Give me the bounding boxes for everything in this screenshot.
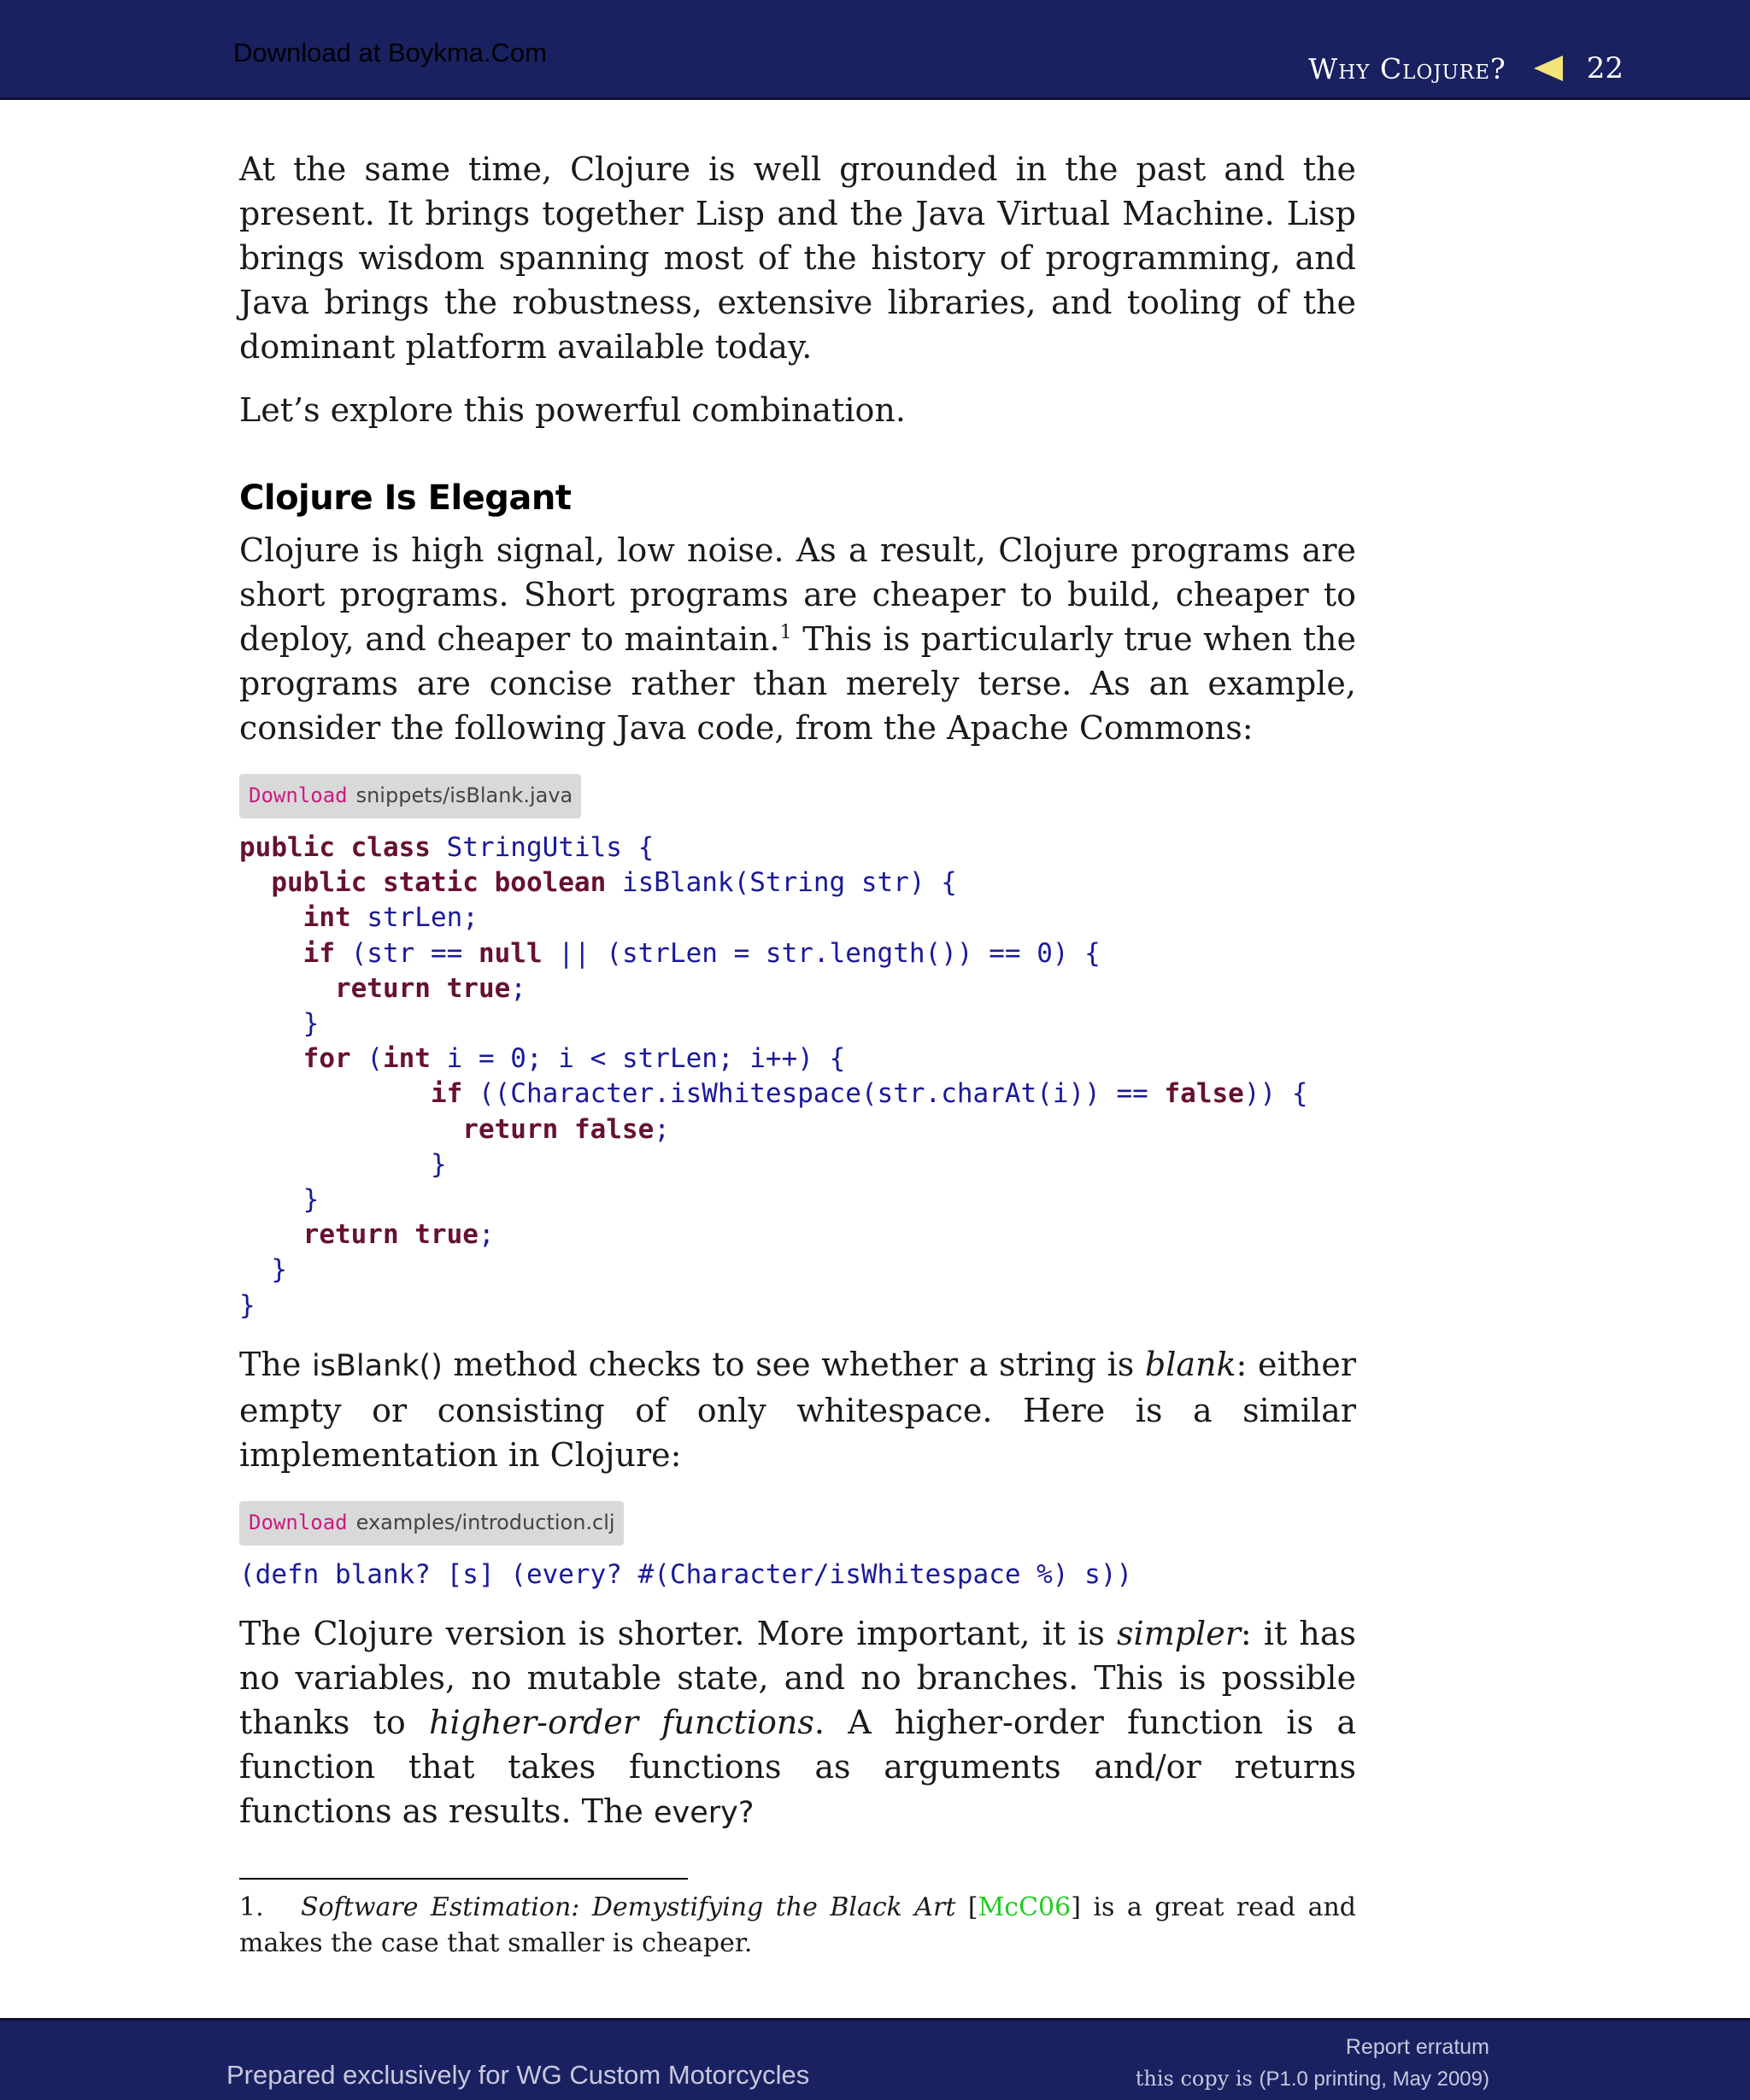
download-label: Download: [249, 783, 348, 807]
footer-bar: [0, 2018, 1750, 2100]
download-path: snippets/isBlank.java: [355, 783, 573, 807]
report-erratum-link[interactable]: Report erratum: [1345, 2035, 1489, 2059]
back-arrow-icon[interactable]: [1534, 56, 1563, 81]
download-label: Download: [249, 1510, 348, 1534]
download-link-java[interactable]: [239, 774, 581, 818]
inline-code-isblank: isBlank(): [311, 1348, 443, 1383]
footnote-book-title: Software Estimation: Demystifying the Black Art: [301, 1892, 956, 1923]
paragraph-simpler: The Clojure version is shorter. More important, it is simpler: it has no variables, no mutable state, and no branches. This is possible thanks to higher-order functions. A higher-order function is a function that takes functions as arguments and/or returns functions as results. The every?: [239, 1615, 1357, 1831]
page-number: 22: [1586, 51, 1624, 85]
paragraph-intro: At the same time, Clojure is well grounded in the past and the present. It brings together Lisp and the Java Virtual Machine. Lisp brings wisdom spanning most of the history of programming, and Java brings the robustness, extensive libraries, and tooling of the dominant platform available today.: [239, 150, 1356, 366]
footnote: 1. Software Estimation: Demystifying the Black Art [McC06] is a great read and makes the case that smaller is cheaper.: [239, 1892, 1356, 1959]
java-code-block: public class StringUtils { public static boolean isBlank(String str) { int strLen; if (str == null || (strLen = str.length()) == 0) { return true; } for (int i = 0; i < strLen; i++) { if ((Character.isWhitespace(str.charAt(i)) == false)) { return false; } } return true; } }: [239, 832, 1308, 1321]
clojure-code-block: (defn blank? [s] (every? #(Character/isWhitespace %) s)): [239, 1558, 1133, 1590]
paragraph-explore: Let’s explore this powerful combination.: [239, 391, 906, 429]
prepared-for-text: Prepared exclusively for WG Custom Motorcycles: [226, 2060, 810, 2090]
footnote-divider: [239, 1878, 688, 1880]
section-title[interactable]: Why Clojure?: [1308, 51, 1506, 85]
download-path: examples/introduction.clj: [355, 1510, 615, 1534]
paragraph-text: Clojure is high signal, low noise. As a result, Clojure programs are short programs. Short programs are cheaper to build, cheaper to deploy, and cheaper to maintain.: [239, 531, 1356, 658]
paragraph-text: This is particularly true when the programs are concise rather than merely terse. As an example, consider the following Java code, from the Apache Commons:: [239, 620, 1356, 747]
citation-link[interactable]: McC06: [978, 1892, 1072, 1923]
section-heading: Clojure Is Elegant: [239, 478, 572, 518]
page-content: [239, 147, 1356, 1962]
paragraph-isblank: The isBlank() method checks to see whether a string is blank: either empty or consisting of only whitespace. Here is a similar implementation in Clojure:: [239, 1345, 1356, 1474]
copy-info: this copy is (P1.0 printing, May 2009): [1135, 2067, 1489, 2091]
download-site-text[interactable]: Download at Boykma.Com: [233, 38, 547, 67]
paragraph-elegant: [239, 528, 1356, 750]
footnote-number: 1.: [239, 1892, 264, 1923]
footnote-ref[interactable]: 1: [779, 622, 792, 643]
header-bar: [0, 0, 1750, 100]
running-head: [1308, 51, 1624, 85]
inline-code-every: every?: [653, 1796, 755, 1831]
download-link-clojure[interactable]: [239, 1501, 624, 1546]
